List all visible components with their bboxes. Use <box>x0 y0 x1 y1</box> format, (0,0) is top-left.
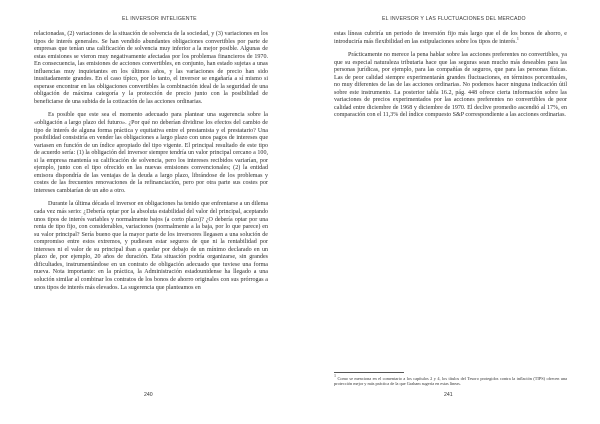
paragraph-text: estas líneas cubriría un periodo de inversión fijo más largo que el de los bonos de ahorro, e introduciría más flexibilidad en las estipulaciones sobre los tipos de interés. <box>334 31 567 45</box>
paragraph: Prácticamente no merece la pena hablar sobre las acciones preferentes no convertibles, ya que su especial naturaleza tributaria hace que las seguras sean mucho más deseables para las personas jurídicas, por ejemplo, para las compañías de seguros, que para las personas físicas. Las de peor calidad siempre experimentarán grandes fluctuaciones, en términos porcentuales, no muy diferentes de las de las acciones ordinarias. No podemos hacer ninguna indicación útil sobre este instrumento. La posterior tabla 16.2, pág. 448 ofrece cierta información sobre las variaciones de precios experimentados por las acciones preferentes no convertibles de peor calidad entre diciembre de 1968 y diciembre de 1970. El declive promedio ascendió al 17%, en comparación con el 11,3% del índice compuesto S&P correspondiente a las acciones ordinarias. <box>334 52 567 119</box>
footnote-rule <box>334 372 404 373</box>
paragraph: Durante la última década el inversor en obligaciones ha tenido que enfrentarse a un dilema cada vez más serio: ¿Debería optar por la absoluta estabilidad del valor del principal, aceptando unos tipos de interés variables y normalmente bajos (a corto plazo)? ¿O debería optar por una renta de tipo fijo, con considerables, variaciones (normalmente a la baja, por lo que parece) en su valor principal? Sería bueno que la mayor parte de los inversores llegasen a una solución de compromiso entre estos extremos, y pudiesen estar seguros de que ni la rentabilidad por intereses ni el valor de su principal iban a quedar por debajo de un mínimo declarado en un plazo de, por ejemplo, 20 años de duración. Esta situación podría organizarse, sin grandes dificultades, instrumentándose en un contrato de obligación adecuado que tuviese una forma nueva. Nota importante: en la práctica, la Administración estadounidense ha llegado a una solución similar al combinar los contratos de los bonos de ahorro originales con sus prórrogas a unos tipos de interés más elevados. La sugerencia que planteamos en <box>34 201 268 291</box>
footnote-reference: 1 <box>516 35 519 41</box>
running-head-right: EL INVERSOR Y LAS FLUCTUACIONES DEL MERCADO <box>382 16 526 22</box>
right-page <box>300 0 600 424</box>
paragraph: Es posible que este sea el momento adecuado para plantear una sugerencia sobre la «obligación a largo plazo del futuro». ¿Por qué no deberían dividirse los efectos del cambio de tipo de interés de alguna forma práctica y equitativa entre el prestamista y el prestatario? Una posibilidad consistiría en vender las obligaciones a largo plazo con unos pagos de intereses que variasen en función de un índice apropiado del tipo vigente. El principal resultado de este tipo de acuerdo sería: (1) la obligación del inversor siempre tendría un valor principal cercano a 100, si la empresa mantenía su calificación de solvencia, pero los intereses recibidos variarían, por ejemplo, junto con el tipo ofrecido en las nuevas emisiones convencionales; (2) la entidad emisora dispondría de las ventajas de la deuda a largo plazo, librándose de los problemas y costes de las frecuentes renovaciones de la refinanciación, pero por otra parte sus costes por intereses cambiarían de un año a otro. <box>34 112 268 194</box>
page-number-right: 241 <box>444 392 453 398</box>
page-number-left: 240 <box>144 392 153 398</box>
footnote-marker: 1 <box>334 373 336 378</box>
footnote <box>334 373 568 387</box>
paragraph <box>334 31 567 46</box>
running-head-left: EL INVERSOR INTELIGENTE <box>122 16 197 22</box>
right-body-text <box>334 31 567 120</box>
paragraph: relacionadas, (2) variaciones de la situación de solvencia de la sociedad, y (3) variaciones en los tipos de interés generales. Se han vendido abundantes obligaciones convertibles por parte de empresas que tenían una calificación de solvencia muy inferior a la mejor posible. Algunas de estas emisiones se vieron muy negativamente afectadas por los problemas financieros de 1970. En consecuencia, las emisiones de acciones convertibles, en conjunto, han estado sujetas a unas influencias muy inquietantes en los últimos años, y las variaciones de precio han sido inusitadamente grandes. En el caso típico, por lo tanto, el inversor se engañaría a sí mismo si esperase encontrar en las obligaciones convertibles la combinación ideal de la seguridad de una obligación de máxima categoría y la protección de precio junto con la posibilidad de beneficiarse de una subida de la cotización de las acciones ordinarias. <box>34 31 268 105</box>
left-body-text <box>34 31 268 292</box>
footnote-text: Como se menciona en el comentario a los capítulos 2 y 4, los títulos del Tesoro protegidos contra la inflación (TIPS) ofrecen una protección mejor y más práctica de la que Graham sugería en estas líneas. <box>334 376 568 387</box>
